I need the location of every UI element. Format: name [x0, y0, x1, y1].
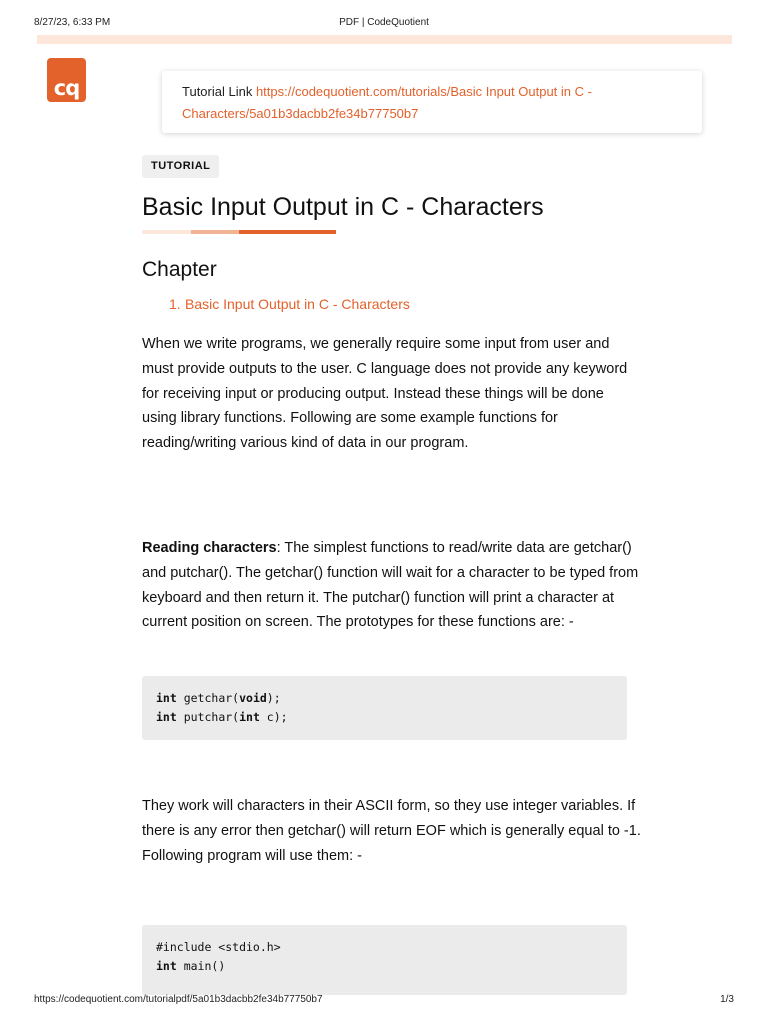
print-footer-url: https://codequotient.com/tutorialpdf/5a01b3dacbb2fe34b77750b7 — [34, 994, 323, 1005]
code-keyword: int — [239, 710, 260, 724]
code-text: c); — [259, 710, 288, 724]
chapter-item-link[interactable]: Basic Input Output in C - Characters — [185, 296, 410, 312]
logo-text: cq — [53, 76, 80, 100]
code-keyword: int — [156, 691, 177, 705]
print-datetime: 8/27/23, 6:33 PM — [34, 17, 111, 28]
code-keyword: int — [156, 959, 177, 973]
title-underline-segment-mid — [191, 230, 239, 234]
chapter-item-number: 1. — [169, 296, 181, 312]
tutorial-link-card — [162, 71, 702, 133]
code-line — [156, 957, 613, 976]
tutorial-link-label: Tutorial Link — [182, 84, 253, 99]
prototypes-code-block — [142, 676, 627, 740]
ascii-paragraph: They work will characters in their ASCII form, so they use integer variables. If there is any error then getchar() will return EOF which is generally equal to -1. Following program will use them: - — [142, 798, 641, 864]
print-footer — [34, 994, 734, 1008]
code-line — [156, 689, 613, 708]
intro-paragraph: When we write programs, we generally require some input from user and must provide outputs to the user. C language does not provide any keyword for receiving input or producing output. Instead these things will be done using library functions. Following are some example functions for reading/writing various kind of data in our program. — [142, 336, 628, 452]
code-line — [156, 708, 613, 727]
code-text: getchar( — [176, 691, 240, 705]
code-text: main() — [176, 959, 226, 973]
program-code-block — [142, 925, 627, 995]
reading-characters-text: : The simplest functions to read/write data are getchar() and putchar(). The getchar() function will wait for a character to be typed from keyboard and then return it. The putchar() function will print a character at current position on screen. The prototypes for these functions are: - — [142, 540, 639, 631]
tutorial-link-text — [182, 81, 682, 125]
header-band — [37, 35, 732, 44]
title-underline-segment-light — [142, 230, 191, 234]
code-text: putchar( — [176, 710, 240, 724]
code-keyword: void — [239, 691, 267, 705]
page-title: Basic Input Output in C - Characters — [142, 193, 544, 221]
chapter-item[interactable] — [169, 294, 410, 314]
reading-characters-paragraph — [142, 536, 642, 635]
print-header — [34, 17, 734, 31]
code-keyword: int — [156, 710, 177, 724]
code-line: #include <stdio.h> — [156, 940, 281, 954]
print-page-number: 1/3 — [720, 994, 734, 1005]
codequotient-logo[interactable] — [47, 58, 86, 102]
chapter-list — [169, 294, 410, 314]
reading-characters-label: Reading characters — [142, 540, 277, 556]
print-page-title: PDF | CodeQuotient — [339, 17, 429, 28]
tutorial-badge: TUTORIAL — [142, 155, 219, 178]
tutorial-link-url-line2[interactable]: Characters/5a01b3dacbb2fe34b77750b7 — [182, 106, 419, 121]
title-underline-segment-accent — [239, 230, 336, 234]
code-text: ); — [266, 691, 281, 705]
tutorial-link-url-line1[interactable]: https://codequotient.com/tutorials/Basic Input Output in C - — [255, 84, 592, 99]
chapter-heading: Chapter — [142, 258, 217, 281]
